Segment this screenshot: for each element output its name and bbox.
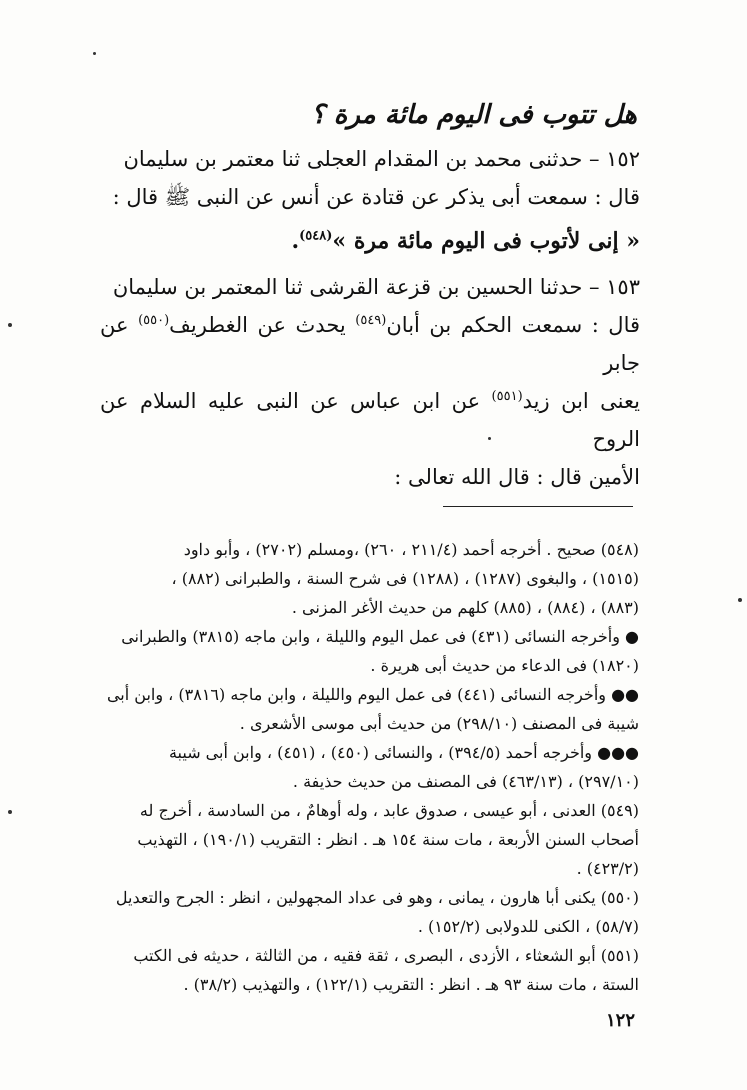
footnote-dot1-line-1: ● وأخرجه النسائى (٤٣١) فى عمل اليوم والليلة ، وابن ماجه (٣٨١٥) والطبرانى [121,627,639,646]
footnote-548-line-3: (٨٨٣) ، (٨٨٤) ، (٨٨٥) كلهم من حديث الأغر المزنى . [291,598,639,617]
footnote-dot3-line-1: ●●● وأخرجه أحمد (٣٩٤/٥) ، والنسائى (٤٥٠) ، (٤٥١) ، وابن أبى شيبة [168,743,639,762]
footnote-548-line-1: (٥٤٨) صحيح . أخرجه أحمد (٢١١/٤ ، ٢٦٠) ،ومسلم (٢٧٠٢) ، وأبو داود [183,540,639,559]
scan-speck [488,437,491,440]
hadith-153-line-2-part-a: قال : سمعت الحكم بن أبان [386,313,641,337]
hadith-153-line-1: ١٥٣ – حدثنا الحسين بن قزعة القرشى ثنا المعتمر بن سليمان [112,275,640,299]
hadith-152-quote: « إنى لأتوب فى اليوم مائة مرة » [332,228,640,254]
hadith-153-line-2-part-b: يحدث عن الغطريف [169,313,356,337]
footnote-dot2-line-1: ●● وأخرجه النسائى (٤٤١) فى عمل اليوم والليلة ، وابن ماجه (٣٨١٦) ، وابن أبى [106,685,639,704]
footnote-549-line-2: أصحاب السنن الأربعة ، مات سنة ١٥٤ هـ . انظر : التقريب (١٩٠/١) ، التهذيب [137,830,639,849]
footnote-551-line-1: (٥٥١) أبو الشعثاء ، الأزدى ، البصرى ، ثقة فقيه ، من الثالثة ، حديثه فى الكتب [133,946,639,965]
footnote-ref-551: (٥٥١) [491,389,523,404]
footnote-550-line-2: (٥٨/٧) ، الكنى للدولابى (١٥٢/٢) . [417,917,639,936]
main-text [100,140,640,496]
hadith-153-line-3 [100,382,640,458]
footnote-549-line-3: (٤٢٣/٢) . [576,859,639,878]
scan-speck [8,323,12,327]
footnote-separator [443,506,633,507]
footnote-550-line-1: (٥٥٠) يكنى أبا هارون ، يمانى ، وهو فى عداد المجهولين ، انظر : الجرح والتعديل [115,888,639,907]
scan-speck [8,810,12,814]
hadith-152-quote-end: . [291,228,300,254]
hadith-152-line-2: قال : سمعت أبى يذكر عن قتادة عن أنس عن النبى ﷺ قال : [112,185,640,209]
footnote-549-line-1: (٥٤٩) العدنى ، أبو عيسى ، صدوق عابد ، وله أوهامٌ ، من السادسة ، أخرج له [139,801,639,820]
hadith-152-quote-line [100,222,640,260]
hadith-153-line-4: الأمين قال : قال الله تعالى : [394,465,640,489]
footnote-ref-548: (٥٤٨) [299,228,333,244]
scan-speck [738,598,742,602]
hadith-153-line-2-part-c: عن جابر [100,313,640,375]
hadith-153-line-2 [100,306,640,382]
footnotes [96,535,639,999]
footnote-ref-550: (٥٥٠) [138,313,170,328]
footnote-dot1-line-2: (١٨٢٠) فى الدعاء من حديث أبى هريرة . [370,656,639,675]
chapter-heading: هل تتوب فى اليوم مائة مرة ؟ [310,100,637,130]
page-number: ١٢٢ [605,1010,635,1031]
footnote-dot3-line-2: (٢٩٧/١٠) ، (٤٦٣/١٣) فى المصنف من حديث حذيفة . [292,772,639,791]
scan-speck [93,52,96,55]
hadith-152-line-1: ١٥٢ – حدثنى محمد بن المقدام العجلى ثنا معتمر بن سليمان [123,147,640,171]
footnote-ref-549: (٥٤٩) [355,313,387,328]
footnote-551-line-2: الستة ، مات سنة ٩٣ هـ . انظر : التقريب (١٢٢/١) ، والتهذيب (٣٨/٢) . [183,975,639,994]
hadith-153-line-3-part-a: يعنى ابن زيد [522,389,640,413]
footnote-dot2-line-2: شيبة فى المصنف (٢٩٨/١٠) من حديث أبى موسى الأشعرى . [239,714,639,733]
hadith-153-line-3-part-b: عن ابن عباس عن النبى عليه السلام عن الروح [100,389,640,451]
footnote-548-line-2: (١٥١٥) ، والبغوى (١٢٨٧) ، (١٢٨٨) فى شرح السنة ، والطبرانى (٨٨٢) ، [171,569,639,588]
